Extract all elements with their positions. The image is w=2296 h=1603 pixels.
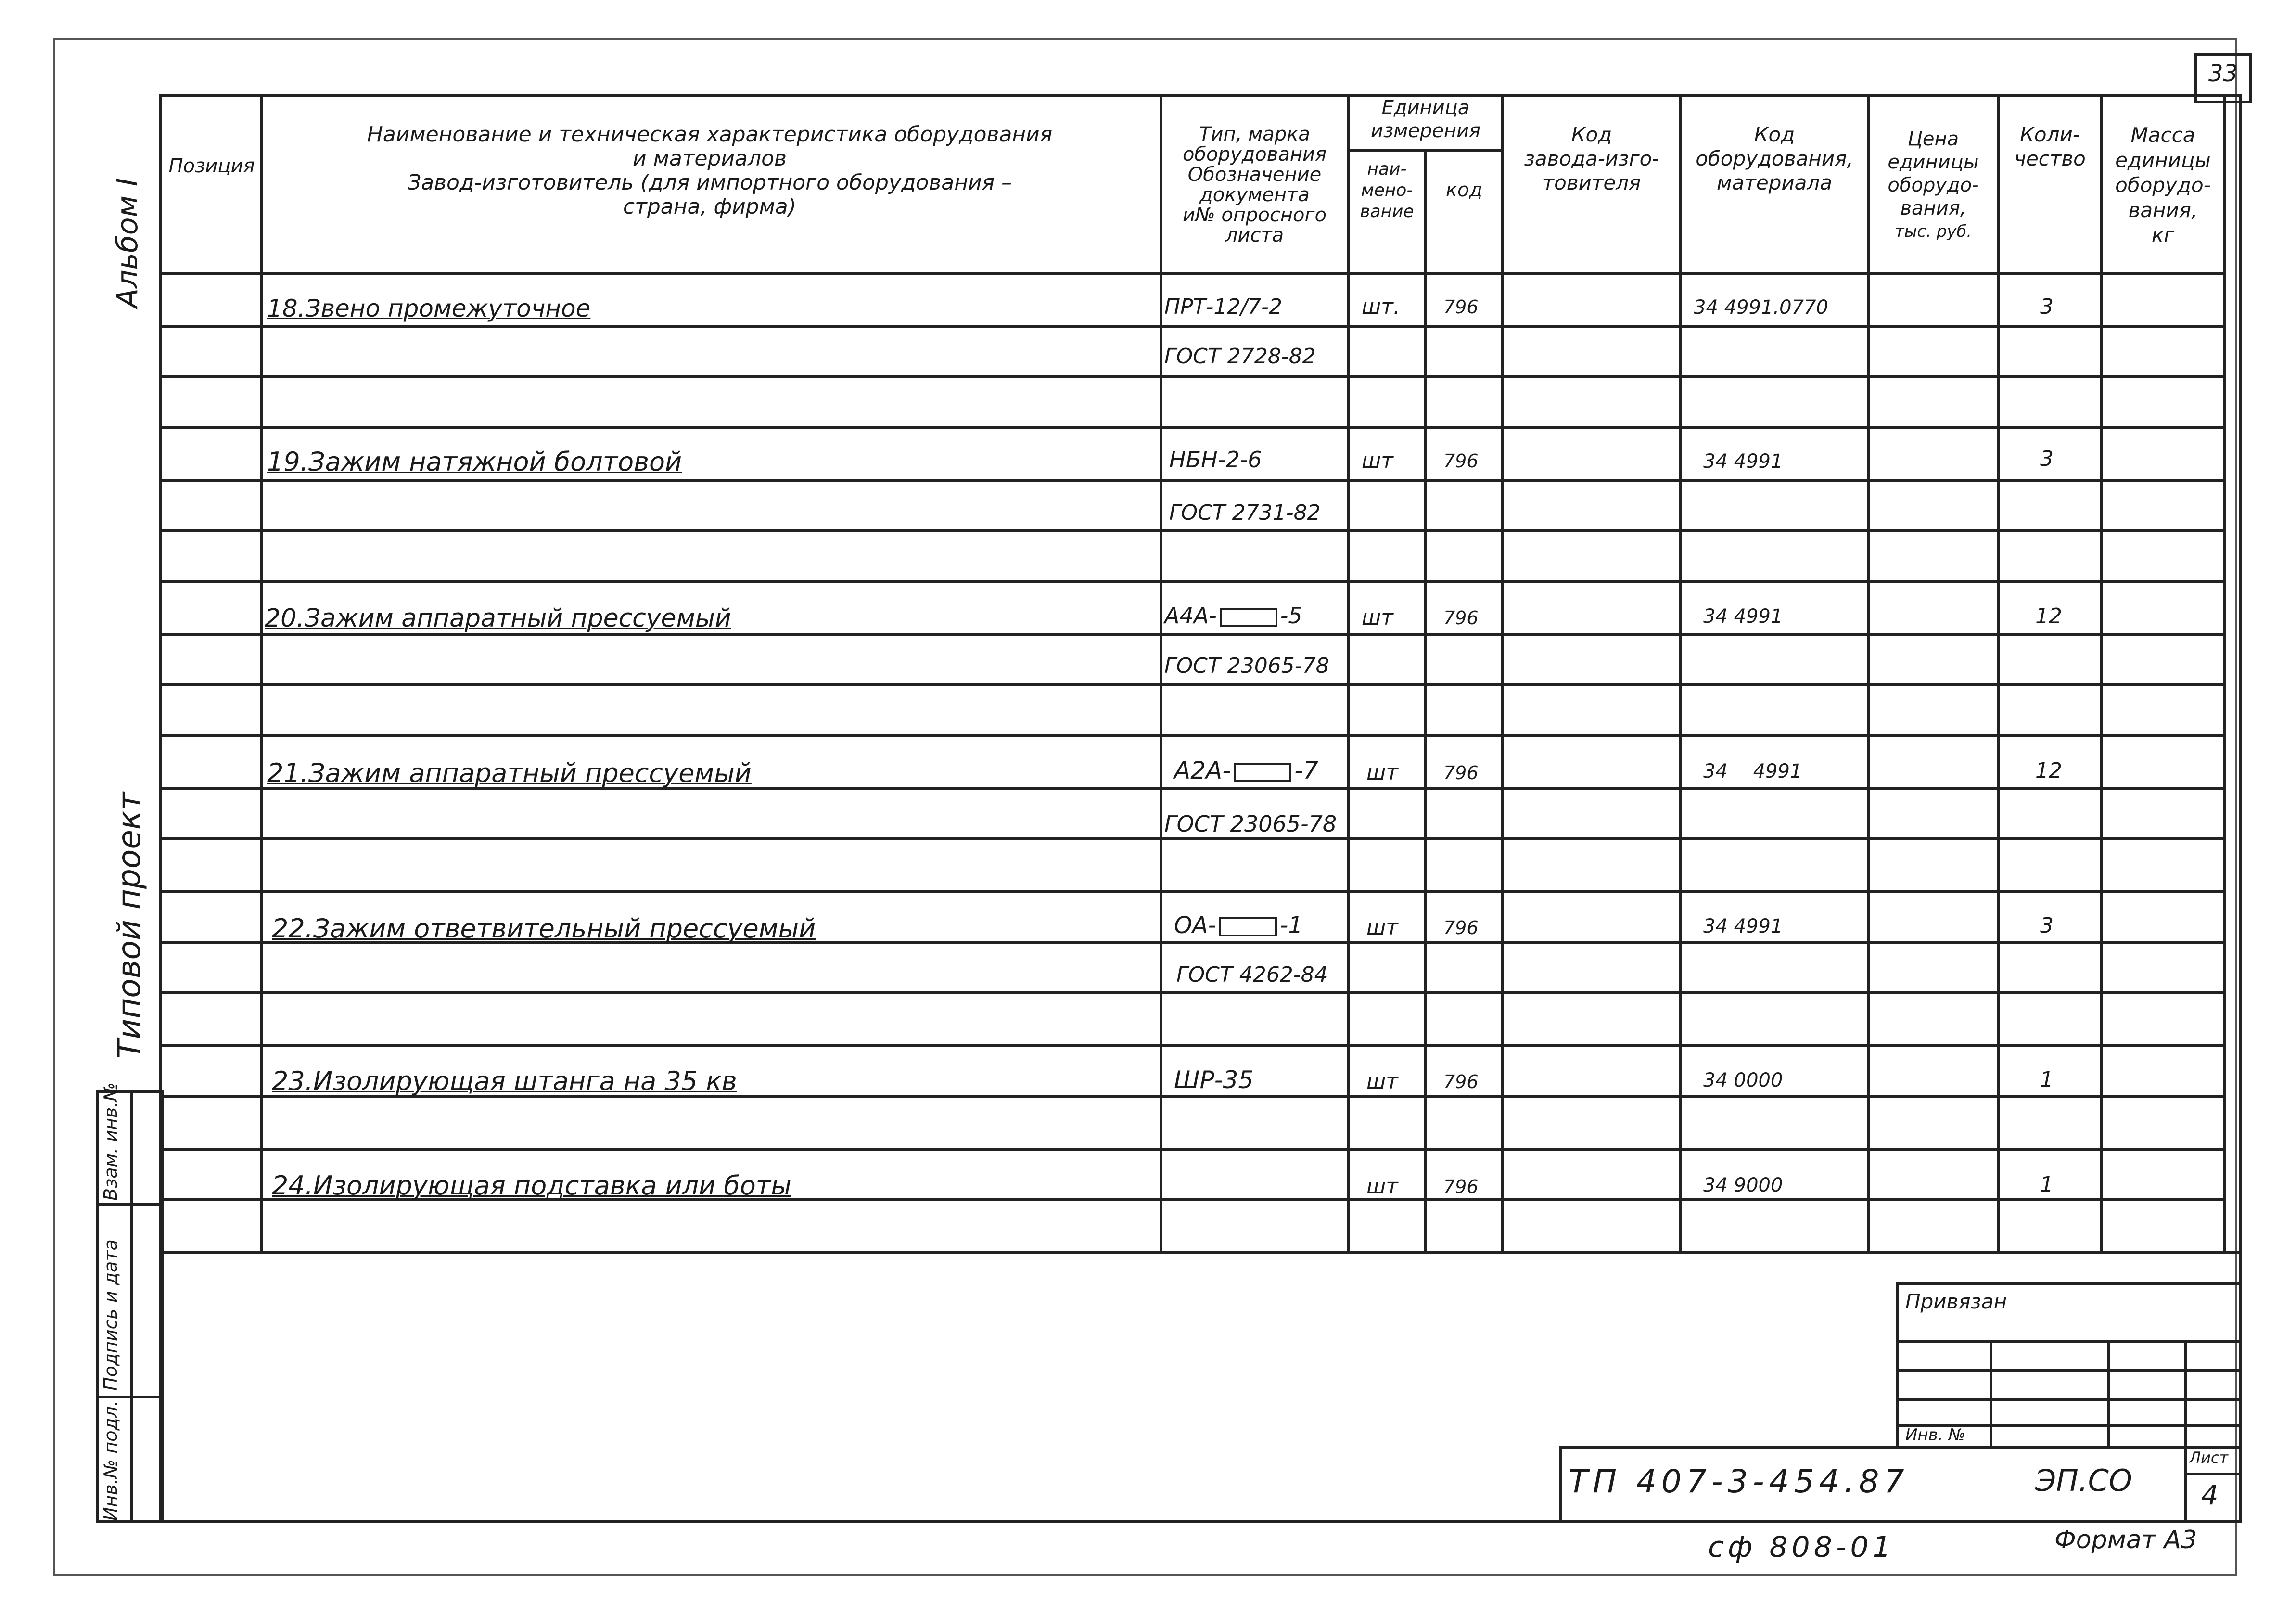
- header-name-line: страна, фирма): [623, 194, 796, 219]
- col-line: [1347, 94, 1350, 1254]
- header-unit-line: Единица: [1381, 97, 1470, 119]
- row-18-unit: шт.: [1362, 295, 1400, 319]
- row-18-type: ПРТ-12/7-2: [1164, 295, 1283, 319]
- header-price-line: единицы: [1888, 151, 1979, 173]
- section-code: ЭП.СО: [2035, 1463, 2132, 1498]
- row-22-doc: ГОСТ 4262-84: [1176, 962, 1328, 987]
- row-19-doc: ГОСТ 2731-82: [1169, 500, 1321, 525]
- header-price: [1870, 128, 1997, 243]
- stamp-label-inv: Инв.№ подл.: [100, 1400, 121, 1521]
- col-line: [1501, 94, 1504, 1254]
- table-bottom: [159, 1251, 2242, 1254]
- row-23-qty: 1: [2040, 1067, 2054, 1092]
- col-line: [1160, 94, 1162, 1254]
- row-line: [159, 529, 2226, 532]
- stamp-label-sign: Подпись и дата: [100, 1239, 121, 1391]
- row-21-code: 796: [1443, 762, 1479, 783]
- row-23-code: 796: [1443, 1071, 1479, 1092]
- header-unit: [1350, 96, 1501, 142]
- sheet-divider: [2184, 1473, 2242, 1475]
- row-21-type-prefix: А2А-: [1174, 757, 1231, 784]
- footer-format: Формат А3: [2054, 1526, 2197, 1554]
- row-23-equip: 34 0000: [1703, 1069, 1783, 1091]
- row-23-unit: шт: [1366, 1069, 1398, 1094]
- header-price-line: оборудо-: [1888, 174, 1979, 196]
- stamp-divider: [130, 1090, 133, 1523]
- header-bottom: [159, 272, 2226, 275]
- tied-line: [1896, 1398, 2242, 1401]
- row-20-type-prefix: А4А-: [1164, 603, 1217, 628]
- row-19-qty: 3: [2040, 447, 2054, 471]
- row-21-doc: ГОСТ 23065-78: [1164, 811, 1337, 837]
- album-label: Альбом I: [111, 178, 144, 308]
- row-21-type: [1174, 757, 1318, 784]
- row-20-doc: ГОСТ 23065-78: [1164, 654, 1329, 678]
- row-19-type: НБН-2-6: [1169, 447, 1262, 473]
- blank-box: [1234, 763, 1291, 782]
- row-20-type-suffix: -5: [1280, 603, 1302, 628]
- row-line: [159, 375, 2226, 378]
- row-line: [159, 479, 2226, 482]
- header-unit-name: [1350, 159, 1424, 222]
- header-type-line: оборудования: [1182, 143, 1327, 166]
- tied-line: [1896, 1340, 2242, 1343]
- row-23-type: ШР-35: [1174, 1066, 1254, 1094]
- sheet-label: Лист: [2189, 1449, 2229, 1467]
- header-mass-line: Масса: [2130, 123, 2195, 147]
- row-22-type-suffix: -1: [1279, 912, 1303, 939]
- header-type-line: и№ опросного: [1183, 204, 1327, 226]
- header-maker-code: [1504, 123, 1679, 195]
- row-21-name: 21.Зажим аппаратный прессуемый: [267, 758, 752, 788]
- row-19-unit: шт: [1362, 449, 1393, 473]
- row-line: [159, 683, 2226, 686]
- inv-label: Инв. №: [1905, 1425, 1965, 1445]
- tied-label: Привязан: [1905, 1290, 2007, 1313]
- tied-col: [2184, 1340, 2187, 1449]
- col-line: [2100, 94, 2103, 1254]
- header-maker-code-line: Код: [1571, 123, 1612, 146]
- row-18-code: 796: [1443, 296, 1479, 318]
- header-type-line: документа: [1199, 184, 1310, 206]
- row-22-unit: шт: [1366, 915, 1398, 940]
- row-18-equip: 34 4991.0770: [1694, 296, 1828, 319]
- header-name: [269, 123, 1150, 219]
- project-label: Типовой проект: [111, 792, 148, 1059]
- header-equip-code-line: материала: [1716, 171, 1832, 194]
- header-type-line: Тип, марка: [1199, 123, 1310, 145]
- header-maker-code-line: товителя: [1542, 171, 1641, 194]
- header-equip-code-line: Код: [1754, 123, 1795, 146]
- row-line: [159, 580, 2226, 583]
- row-line: [159, 633, 2226, 636]
- header-price-line: вания,: [1900, 197, 1966, 219]
- header-unit-code: код: [1445, 179, 1483, 201]
- header-name-line: и материалов: [633, 146, 787, 171]
- row-22-code: 796: [1443, 917, 1479, 938]
- header-equip-code: [1682, 123, 1867, 195]
- header-quantity: [2000, 123, 2100, 171]
- header-price-line: Цена: [1907, 128, 1959, 150]
- header-mass-line: единицы: [2115, 148, 2211, 172]
- header-unit-name-line: вание: [1360, 202, 1414, 221]
- header-mass: [2103, 123, 2223, 248]
- header-price-line: тыс. руб.: [1894, 222, 1972, 241]
- tied-col: [1990, 1340, 1992, 1449]
- header-unit-line: измерения: [1370, 120, 1481, 142]
- row-20-unit: шт: [1362, 605, 1393, 630]
- row-21-equip: 34 4991: [1703, 760, 1802, 782]
- blank-box: [1220, 608, 1277, 627]
- col-line: [1424, 149, 1427, 1254]
- unit-header-divider: [1347, 149, 1504, 152]
- sheet-number: 33: [2208, 60, 2238, 87]
- row-line: [159, 325, 2226, 328]
- row-22-type-prefix: ОА-: [1174, 912, 1216, 939]
- sheet-value: 4: [2201, 1480, 2219, 1511]
- header-unit-name-line: мено-: [1361, 180, 1413, 200]
- header-name-line: Завод-изготовитель (для импортного оборудования –: [407, 170, 1012, 195]
- row-21-qty: 12: [2035, 758, 2062, 783]
- row-18-qty: 3: [2040, 295, 2054, 319]
- row-line: [159, 1044, 2226, 1047]
- header-equip-code-line: оборудования,: [1696, 147, 1853, 170]
- header-quantity-line: чество: [2014, 147, 2086, 170]
- row-18-doc: ГОСТ 2728-82: [1164, 344, 1316, 369]
- header-mass-line: оборудо-: [2115, 173, 2211, 197]
- row-21-unit: шт: [1366, 760, 1398, 785]
- row-22-qty: 3: [2040, 913, 2054, 938]
- blank-box: [1219, 917, 1277, 936]
- stamp-label-replace: Взам. инв.№: [100, 1082, 121, 1201]
- designation: ТП 407-3-454.87: [1569, 1463, 1909, 1500]
- header-position: Позиция: [168, 155, 255, 177]
- row-line: [159, 1148, 2226, 1151]
- col-line: [260, 94, 263, 1254]
- row-20-equip: 34 4991: [1703, 605, 1783, 628]
- header-type: [1162, 124, 1347, 245]
- row-22-equip: 34 4991: [1703, 915, 1783, 937]
- row-19-equip: 34 4991: [1703, 450, 1783, 473]
- col-line: [1867, 94, 1870, 1254]
- header-quantity-line: Коли-: [2020, 123, 2080, 146]
- row-19-code: 796: [1443, 450, 1479, 472]
- row-line: [159, 426, 2226, 429]
- header-mass-line: кг: [2151, 223, 2175, 247]
- header-type-line: Обозначение: [1187, 164, 1322, 186]
- header-maker-code-line: завода-изго-: [1524, 147, 1659, 170]
- row-21-type-suffix: -7: [1294, 757, 1319, 784]
- tied-col: [2107, 1340, 2110, 1449]
- row-19-name: 19.Зажим натяжной болтовой: [267, 447, 682, 477]
- col-line: [2223, 94, 2226, 1254]
- sheet-col: [2184, 1446, 2187, 1523]
- header-mass-line: вания,: [2128, 198, 2198, 222]
- row-24-code: 796: [1443, 1176, 1479, 1197]
- row-18-name: 18.Звено промежуточное: [267, 295, 591, 322]
- row-line: [159, 837, 2226, 840]
- row-20-qty: 12: [2035, 604, 2062, 628]
- row-20-code: 796: [1443, 607, 1479, 628]
- col-line: [1997, 94, 2000, 1254]
- row-line: [159, 890, 2226, 893]
- row-20-name: 20.Зажим аппаратный прессуемый: [265, 604, 731, 633]
- row-24-equip: 34 9000: [1703, 1174, 1783, 1196]
- row-line: [159, 991, 2226, 994]
- row-23-name: 23.Изолирующая штанга на 35 кв: [272, 1066, 737, 1096]
- tied-line: [1896, 1369, 2242, 1372]
- row-22-name: 22.Зажим ответвительный прессуемый: [272, 913, 816, 944]
- header-unit-name-line: наи-: [1367, 159, 1407, 179]
- col-line: [1679, 94, 1682, 1254]
- header-type-line: листа: [1225, 224, 1284, 246]
- row-24-name: 24.Изолирующая подставка или боты: [272, 1170, 791, 1201]
- row-24-qty: 1: [2040, 1172, 2054, 1197]
- row-line: [159, 734, 2226, 737]
- row-20-type: [1164, 603, 1302, 628]
- header-name-line: Наименование и техническая характеристика оборудования: [367, 122, 1053, 147]
- row-24-unit: шт: [1366, 1174, 1398, 1199]
- row-22-type: [1174, 912, 1303, 939]
- footer-code: сф 808-01: [1708, 1530, 1895, 1564]
